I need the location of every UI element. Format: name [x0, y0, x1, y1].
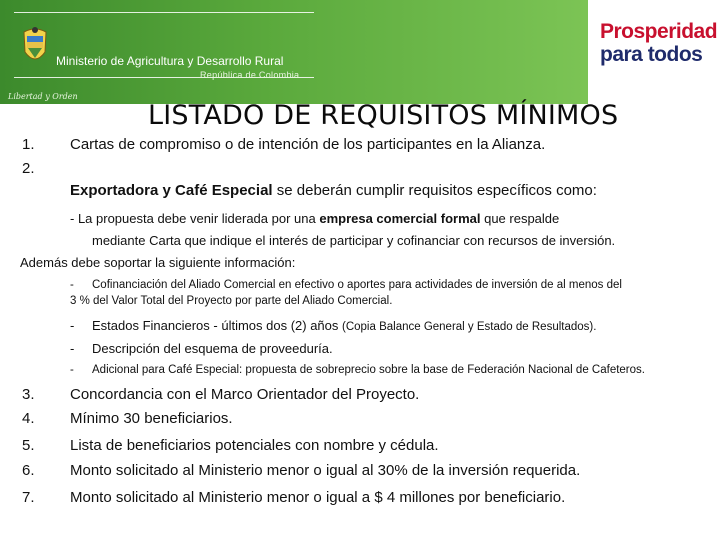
item-number: 1. — [22, 136, 35, 153]
item-text: Monto solicitado al Ministerio menor o igual al 30% de la inversión requerida. — [70, 462, 581, 479]
item-text: Monto solicitado al Ministerio menor o igual a $ 4 millones por beneficiario. — [70, 489, 566, 506]
item-text-2 — [70, 182, 597, 199]
sub-line-1b: empresa comercial formal — [319, 211, 481, 226]
bullet-2-text: Estados Financieros - últimos dos (2) años — [92, 318, 342, 333]
bullet-dash: - — [70, 318, 75, 333]
bullet-4: Adicional para Café Especial: propuesta de sobreprecio sobre la base de Federación Nacional de Cafeteros. — [92, 364, 645, 376]
banner-frame — [14, 12, 314, 78]
additional-info: Además debe soportar la siguiente información: — [20, 255, 296, 270]
item-text: Mínimo 30 beneficiarios. — [70, 410, 233, 427]
coat-of-arms-icon — [20, 26, 50, 68]
logo-line-1: Prosperidad — [600, 20, 718, 43]
ministry-name: Ministerio de Agricultura y Desarrollo Rural — [56, 54, 284, 68]
item-text: Lista de beneficiarios potenciales con nombre y cédula. — [70, 437, 439, 454]
item-number: 7. — [22, 489, 35, 506]
logo-line-2: para todos — [600, 43, 703, 66]
item-rest: se deberán cumplir requisitos específicos como: — [272, 182, 597, 199]
item-number: 4. — [22, 410, 35, 427]
item-number: 5. — [22, 437, 35, 454]
motto-label: Libertad y Orden — [8, 92, 78, 101]
bullet-2-note: (Copia Balance General y Estado de Resultados). — [342, 321, 597, 333]
bullet-3: Descripción del esquema de proveeduría. — [92, 341, 333, 356]
sub-line-1c: que respalde — [480, 211, 560, 226]
sub-line-1a: - La propuesta debe venir liderada por una — [70, 211, 320, 226]
item-bold: Exportadora y Café Especial — [70, 182, 273, 199]
bullet-1-line-1: Cofinanciación del Aliado Comercial en efectivo o aportes para actividades de inversión de al menos del — [92, 279, 622, 291]
bullet-dash: - — [70, 341, 75, 356]
item-number: 3. — [22, 386, 35, 403]
republic-label: República de Colombia — [200, 70, 300, 80]
bullet-1-line-2: 3 % del Valor Total del Proyecto por parte del Aliado Comercial. — [70, 295, 393, 307]
sub-line-2: mediante Carta que indique el interés de participar y cofinanciar con recursos de inversión. — [92, 233, 616, 248]
header-banner — [0, 0, 588, 104]
bullet-dash: - — [70, 279, 74, 291]
page-title: LISTADO DE REQUISITOS MÍNIMOS — [148, 100, 619, 131]
sub-line-1 — [70, 211, 559, 226]
item-number: 6. — [22, 462, 35, 479]
prosperidad-logo — [600, 20, 718, 76]
item-text: Cartas de compromiso o de intención de los participantes en la Alianza. — [70, 136, 546, 153]
bullet-dash: - — [70, 364, 74, 376]
bullet-2 — [92, 318, 596, 333]
item-number: 2. — [22, 160, 35, 177]
item-text: Concordancia con el Marco Orientador del Proyecto. — [70, 386, 420, 403]
